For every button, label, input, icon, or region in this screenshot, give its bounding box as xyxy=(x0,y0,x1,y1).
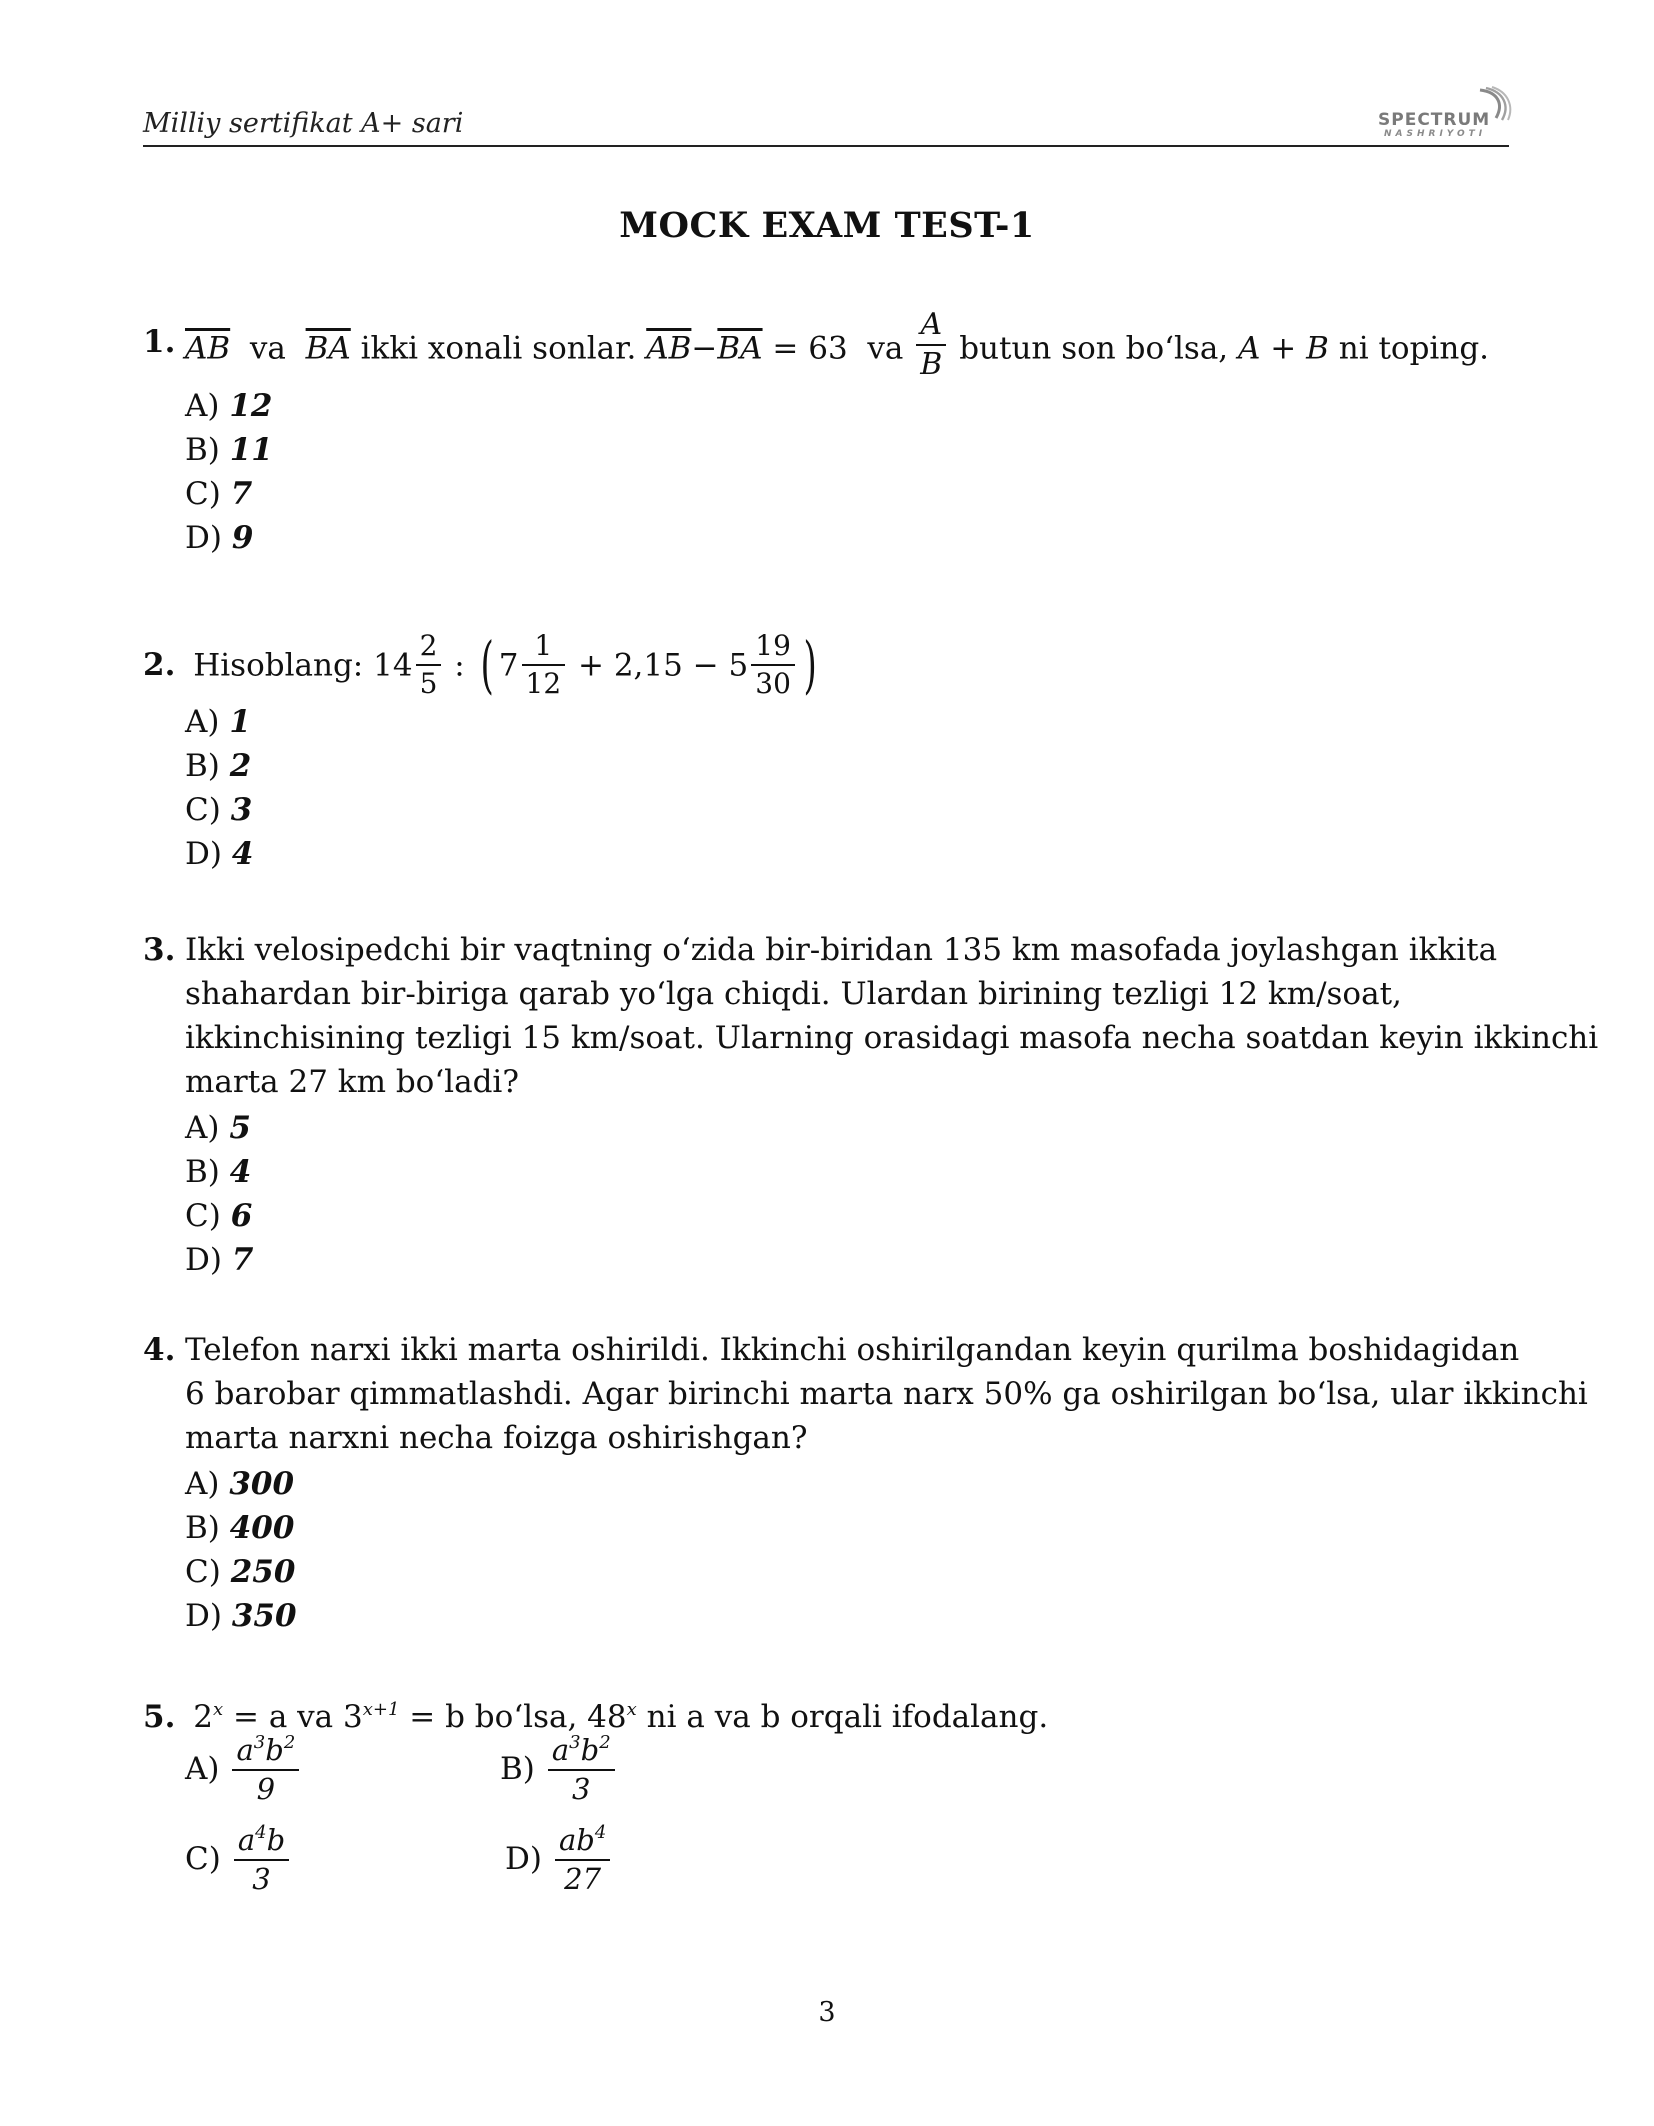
question-text xyxy=(193,628,822,701)
option[interactable] xyxy=(185,1106,253,1150)
option-value: 2 xyxy=(229,748,252,784)
question-text xyxy=(185,307,1525,382)
fraction xyxy=(548,1734,615,1804)
denominator: 3 xyxy=(252,1862,271,1896)
math-exponent: 4 xyxy=(255,1822,267,1843)
option[interactable] xyxy=(185,428,273,472)
math-ba: $\overline{BA}$ xyxy=(717,330,763,367)
option[interactable] xyxy=(185,1238,253,1282)
option-value: 6 xyxy=(230,1198,253,1234)
fraction xyxy=(232,1734,299,1804)
text-va: va xyxy=(867,330,904,367)
page-title: MOCK EXAM TEST-1 xyxy=(619,205,1035,246)
option-label: C) xyxy=(185,1841,221,1877)
option[interactable] xyxy=(185,384,273,428)
option-label: C) xyxy=(185,1554,221,1590)
text-line: shahardan bir-biriga qarab yo‘lga chiqdi. Ulardan birining tezligi 12 km/soat, xyxy=(185,976,1402,1012)
option-value: 4 xyxy=(229,1154,252,1190)
numerator: 2 xyxy=(416,632,442,666)
option[interactable] xyxy=(185,1594,297,1638)
question-text xyxy=(185,928,1599,1104)
text-segment: ni toping. xyxy=(1338,330,1490,367)
math-exponent: x xyxy=(212,1699,224,1720)
option-value: 5 xyxy=(229,1110,251,1146)
denominator: 12 xyxy=(525,667,562,700)
options-2 xyxy=(185,700,253,876)
text-segment: butun son bo‘lsa, xyxy=(959,330,1229,367)
math-exponent: 2 xyxy=(599,1732,611,1753)
question-number: 3. xyxy=(143,932,176,968)
logo-subtitle: NASHRIYOTI xyxy=(1384,129,1487,139)
option-value: 7 xyxy=(231,1242,254,1278)
text-line: marta narxni necha foizga oshirishgan? xyxy=(185,1420,808,1456)
fraction xyxy=(416,629,442,700)
text-segment: Hisoblang: xyxy=(193,647,364,683)
math-base: b xyxy=(580,1733,600,1767)
whole-number: 14 xyxy=(373,647,413,683)
option-value: 12 xyxy=(229,388,273,424)
math-exponent: 3 xyxy=(253,1732,266,1753)
denominator: B xyxy=(920,347,943,382)
options-4 xyxy=(185,1462,297,1638)
fraction xyxy=(555,1824,610,1894)
question-number: 5. xyxy=(143,1699,176,1735)
option-label: D) xyxy=(185,836,222,872)
option-label: A) xyxy=(185,1466,220,1502)
question-4 xyxy=(143,1328,1588,1463)
text-line: marta 27 km bo‘ladi? xyxy=(185,1064,519,1100)
question-number: 4. xyxy=(143,1332,176,1368)
numerator: A xyxy=(916,310,946,346)
question-text xyxy=(185,1328,1588,1460)
option[interactable] xyxy=(185,700,253,744)
page-number: 3 xyxy=(818,1997,836,2028)
text-line: ikkinchisining tezligi 15 km/soat. Ularning orasidagi masofa necha soatdan keyin ikkinchi xyxy=(185,1020,1599,1056)
math-base: b xyxy=(265,1733,284,1767)
math-exponent: 4 xyxy=(594,1822,607,1843)
text-line: 6 barobar qimmatlashdi. Agar birinchi marta narx 50% ga oshirilgan bo‘lsa, ular ikkinchi xyxy=(185,1376,1588,1412)
option[interactable] xyxy=(185,516,273,560)
publisher-logo xyxy=(1378,86,1514,139)
option-value: 250 xyxy=(230,1554,296,1590)
math-base: a xyxy=(551,1733,570,1767)
option-label: D) xyxy=(185,1598,222,1634)
numerator: 19 xyxy=(751,632,795,666)
option-label: A) xyxy=(185,388,220,424)
option-value: 4 xyxy=(231,836,254,872)
math-exponent: x+1 xyxy=(362,1699,400,1720)
option-value: 300 xyxy=(229,1466,295,1502)
math-exponent: x xyxy=(626,1699,637,1720)
math-base: 2 xyxy=(193,1699,213,1735)
option-label: C) xyxy=(185,1198,221,1234)
option-label: D) xyxy=(505,1841,542,1877)
question-3 xyxy=(143,928,1599,1108)
option-label: B) xyxy=(185,432,220,468)
option[interactable] xyxy=(185,1734,302,1804)
denominator: 30 xyxy=(755,667,791,700)
option-value: 350 xyxy=(231,1598,297,1634)
option-label: D) xyxy=(185,1242,222,1278)
question-number: 2. xyxy=(143,647,176,683)
question-2 xyxy=(143,628,1443,701)
option-label: B) xyxy=(500,1751,535,1787)
option-label: C) xyxy=(185,476,221,512)
option[interactable] xyxy=(185,1824,292,1894)
option[interactable] xyxy=(185,744,253,788)
denominator: 5 xyxy=(419,667,438,700)
numerator xyxy=(232,1734,299,1771)
logo-wordmark: SPECTRUM xyxy=(1378,110,1491,130)
text-line: Telefon narxi ikki marta oshirildi. Ikkinchi oshirilgandan keyin qurilma boshidagidan xyxy=(185,1332,1520,1368)
numerator: 1 xyxy=(522,632,566,666)
option[interactable] xyxy=(185,472,273,516)
option[interactable] xyxy=(185,1506,297,1550)
option-label: D) xyxy=(185,520,222,556)
text-va: va xyxy=(249,330,286,367)
option-label: A) xyxy=(185,1110,220,1146)
math-ba: $\overline{BA}$ xyxy=(305,330,351,367)
option-value: 7 xyxy=(230,476,253,512)
math-base: a xyxy=(236,1733,254,1767)
options-1 xyxy=(185,384,273,560)
math-exponent: 3 xyxy=(569,1732,581,1753)
option[interactable] xyxy=(500,1734,618,1804)
option-label: B) xyxy=(185,1154,220,1190)
running-header: Milliy sertifikat A+ sari xyxy=(143,108,464,139)
math-ab: $\overline{AB}$ xyxy=(646,330,692,367)
option-label: B) xyxy=(185,748,220,784)
numerator xyxy=(234,1824,289,1861)
text-segment: ikki xonali sonlar. xyxy=(360,330,637,367)
text-segment: = a va 3 xyxy=(232,1699,363,1735)
math-base: a xyxy=(237,1823,256,1857)
question-text xyxy=(193,1699,1048,1735)
fraction xyxy=(234,1824,289,1894)
option-label: C) xyxy=(185,792,221,828)
option-value: 9 xyxy=(231,520,254,556)
option-label: B) xyxy=(185,1510,220,1546)
option[interactable] xyxy=(185,788,253,832)
option-value: 1 xyxy=(229,704,251,740)
option[interactable] xyxy=(185,1150,253,1194)
question-5 xyxy=(143,1688,1443,1739)
option[interactable] xyxy=(185,832,253,876)
option[interactable] xyxy=(185,1550,297,1594)
math-ab: $\overline{AB}$ xyxy=(185,330,231,367)
right-paren: ) xyxy=(803,628,817,701)
option[interactable] xyxy=(185,1462,297,1506)
numerator xyxy=(555,1824,610,1861)
math-base: b xyxy=(266,1823,286,1857)
denominator: 27 xyxy=(564,1862,602,1896)
denominator: 3 xyxy=(572,1772,591,1806)
fraction xyxy=(751,629,795,700)
numerator xyxy=(548,1734,615,1771)
option-value: 400 xyxy=(229,1510,295,1546)
text-line: Ikki velosipedchi bir vaqtning o‘zida bir-biridan 135 km masofada joylashgan ikkita xyxy=(185,932,1498,968)
option-value: 3 xyxy=(230,792,253,828)
math-exponent: 2 xyxy=(283,1732,296,1753)
fraction xyxy=(916,307,946,382)
text-segment: = b bo‘lsa, 48 xyxy=(409,1699,627,1735)
option[interactable] xyxy=(505,1824,613,1894)
math-base: ab xyxy=(558,1823,595,1857)
options-3 xyxy=(185,1106,253,1282)
question-1 xyxy=(143,307,1513,382)
denominator: 9 xyxy=(256,1772,276,1806)
option-label: A) xyxy=(185,704,220,740)
math-minus: − xyxy=(691,330,718,367)
option-label: A) xyxy=(185,1751,220,1787)
left-paren: ( xyxy=(480,628,494,701)
whole-number: 7 xyxy=(498,647,519,683)
math-equals: = 63 xyxy=(772,330,848,367)
math-sum: A + B xyxy=(1238,330,1329,367)
question-number: 1. xyxy=(143,324,176,360)
math-expression: + 2,15 − 5 xyxy=(578,647,749,683)
fraction xyxy=(522,629,566,700)
text-segment: ni a va b orqali ifodalang. xyxy=(646,1699,1049,1735)
header-divider xyxy=(143,145,1509,147)
option-value: 11 xyxy=(229,432,273,468)
option[interactable] xyxy=(185,1194,253,1238)
math-colon: : xyxy=(454,647,465,683)
